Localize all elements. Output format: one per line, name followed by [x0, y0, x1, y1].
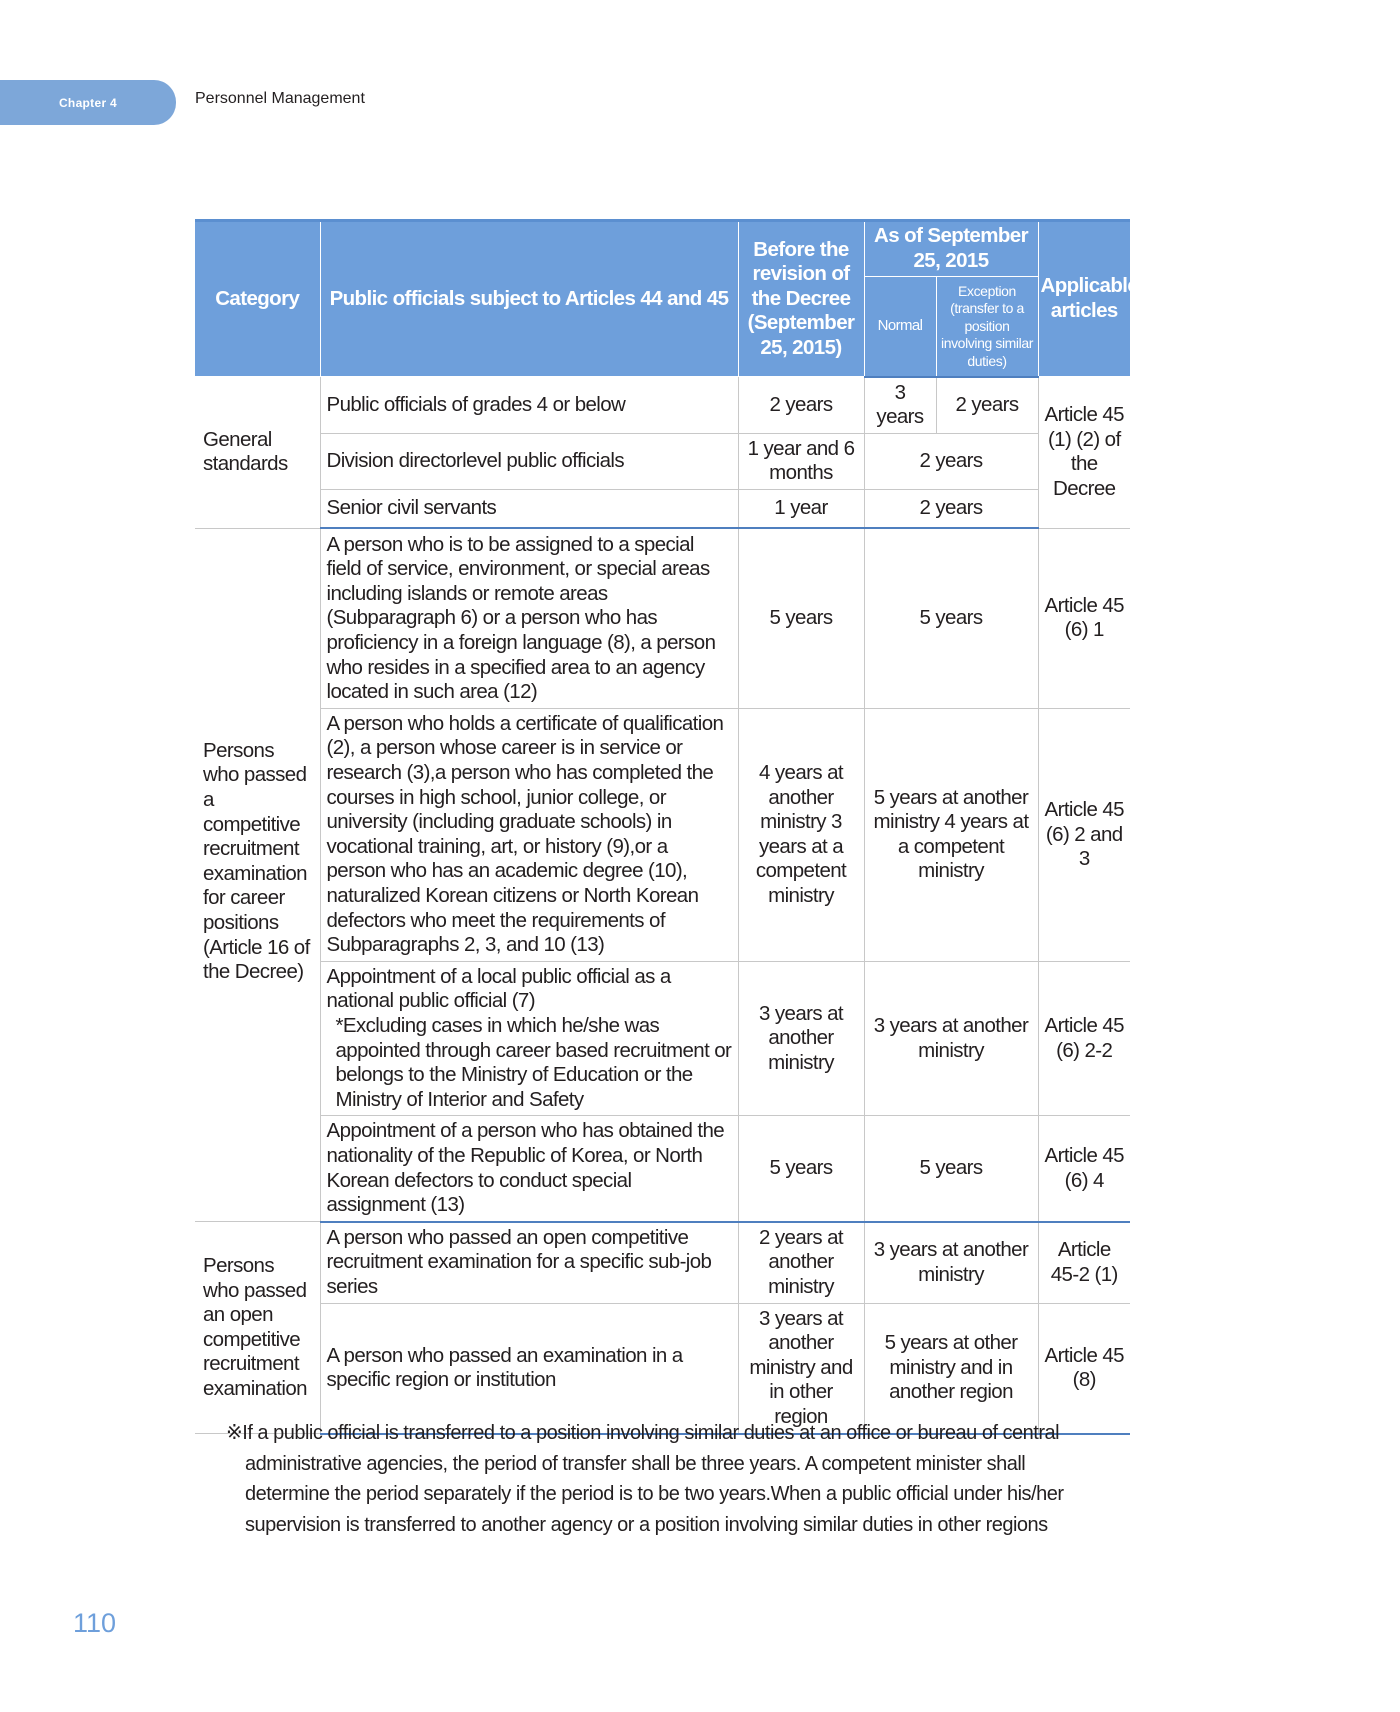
- chapter-tab: [0, 80, 176, 125]
- footnote-line: ※If a public official is transferred to a position involving similar duties at an office or bureau of central: [226, 1422, 1060, 1444]
- before-cell: 2 years: [738, 377, 864, 434]
- subject-cell: Public officials of grades 4 or below: [320, 377, 738, 434]
- footnote-line: supervision is transferred to another agency or a position involving similar duties in other regions: [245, 1513, 1048, 1536]
- after-cell: 3 years at another ministry: [864, 1222, 1038, 1303]
- before-cell: 1 year and 6 months: [738, 433, 864, 489]
- article-cell: Article 45 (6) 2 and 3: [1038, 708, 1130, 961]
- header-before-revision: Before the revision of the Decree (September 25, 2015): [738, 221, 864, 377]
- before-cell: 5 years: [738, 1116, 864, 1222]
- subject-cell: Appointment of a person who has obtained the nationality of the Republic of Korea, or North Korean defectors to conduct special assignment (13): [320, 1116, 738, 1222]
- header-subject: Public officials subject to Articles 44 and 45: [320, 221, 738, 377]
- header-applicable-articles: Applicable articles: [1038, 221, 1130, 377]
- page-number: 110: [73, 1608, 117, 1638]
- before-cell: 4 years at another ministry 3 years at a competent ministry: [738, 708, 864, 961]
- footnote-line: administrative agencies, the period of transfer shall be three years. A competent minister shall: [245, 1452, 1026, 1475]
- category-general-standards: General standards: [195, 377, 320, 529]
- after-cell: 3 years at another ministry: [864, 961, 1038, 1116]
- header-exception: Exception (transfer to a position involving similar duties): [936, 277, 1038, 377]
- before-cell: 1 year: [738, 489, 864, 528]
- article-cell: Article 45-2 (1): [1038, 1222, 1130, 1303]
- footnote-line: determine the period separately if the period is to be two years.When a public official under his/her: [245, 1483, 1064, 1505]
- after-cell: 5 years: [864, 1116, 1038, 1222]
- subject-cell: [320, 961, 738, 1116]
- subject-cell: Senior civil servants: [320, 489, 738, 528]
- before-cell: 3 years at another ministry: [738, 961, 864, 1116]
- before-cell: 3 years at another ministry and in other region: [738, 1303, 864, 1433]
- header-normal: Normal: [864, 277, 936, 377]
- subject-cell: A person who passed an examination in a specific region or institution: [320, 1303, 738, 1433]
- header-category: Category: [195, 221, 320, 377]
- article-cell: Article 45 (6) 1: [1038, 528, 1130, 708]
- chapter-label: Chapter 4: [58, 95, 118, 110]
- footnote: [226, 1418, 1130, 1540]
- after-cell: 5 years at other ministry and in another region: [864, 1303, 1038, 1433]
- subject-cell: Division directorlevel public officials: [320, 433, 738, 489]
- exception-cell: 2 years: [936, 377, 1038, 434]
- after-cell: 5 years: [864, 528, 1038, 708]
- normal-cell: 3 years: [864, 377, 936, 434]
- article-cell: Article 45 (6) 4: [1038, 1116, 1130, 1222]
- transfer-restriction-table-wrap: [195, 219, 1139, 1435]
- article-cell: Article 45 (1) (2) of the Decree: [1038, 377, 1130, 529]
- article-cell: Article 45 (6) 2-2: [1038, 961, 1130, 1116]
- article-cell: Article 45 (8): [1038, 1303, 1130, 1433]
- category-open-competitive: Persons who passed an open competitive recruitment examination: [195, 1222, 320, 1434]
- subject-cell: A person who holds a certificate of qualification (2), a person whose career is in service or research (3),a person who has completed the courses in high school, junior college, or university (including graduate schools) in vocational training, art, or history (9),or a person who has an academic degree (10), naturalized Korean citizens or North Korean defectors who meet the requirements of Subparagraphs 2, 3, and 10 (13): [320, 708, 738, 961]
- before-cell: 2 years at another ministry: [738, 1222, 864, 1303]
- subject-cell: A person who passed an open competitive recruitment examination for a specific sub-job series: [320, 1222, 738, 1303]
- header-as-of: As of September 25, 2015: [864, 221, 1038, 277]
- subject-cell: A person who is to be assigned to a special field of service, environment, or special areas including islands or remote areas (Subparagraph 6) or a person who has proficiency in a foreign language (8), a person who resides in a specified area to an agency located in such area (12): [320, 528, 738, 708]
- after-cell: 2 years: [864, 433, 1038, 489]
- transfer-restriction-table: [195, 219, 1139, 1435]
- chapter-title: Personnel Management: [195, 90, 365, 107]
- category-career-competitive: Persons who passed a competitive recruitment examination for career positions (Article 16 of the Decree): [195, 528, 320, 1222]
- after-cell: 5 years at another ministry 4 years at a competent ministry: [864, 708, 1038, 961]
- subject-note: *Excluding cases in which he/she was appointed through career based recruitment or belongs to the Ministry of Education or the Ministry of Interior and Safety: [335, 1014, 732, 1111]
- before-cell: 5 years: [738, 528, 864, 708]
- subject-text: Appointment of a local public official as a national public official (7): [326, 964, 671, 1013]
- after-cell: 2 years: [864, 489, 1038, 528]
